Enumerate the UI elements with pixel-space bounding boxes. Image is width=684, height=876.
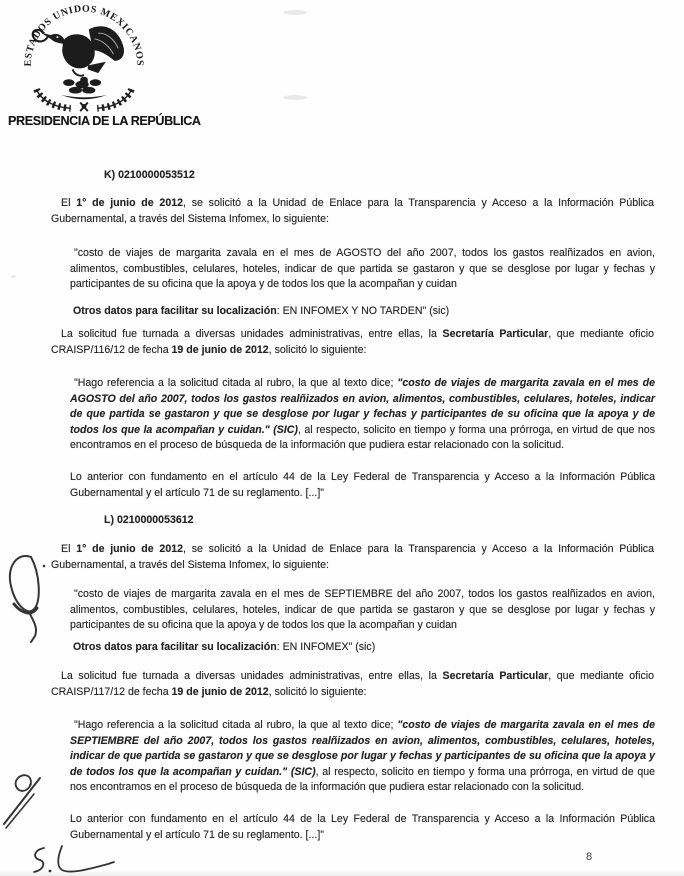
oficio-text: "Hago referencia a la solicitud citada al rubro, la que al texto dice;	[74, 377, 398, 389]
oficio-cited-request: "costo de viajes de margarita zavala en el mes de SEPTIEMBRE del año 2007, todos los gastos realñizados en avion, alimentos, combustibles, celulares, hoteles, indicar de que partida se gastaron y que se desglose por lugar y fechas y participantes de su oficina que la apoya y de todos los que la acompañan y cuidan." (SIC)	[70, 719, 655, 778]
unit-name: Secretaría Particular	[442, 328, 549, 340]
laurel-wreath-icon	[37, 89, 132, 111]
turnada-paragraph	[51, 327, 654, 358]
section-heading-k: K) 0210000053512	[104, 169, 195, 181]
scan-artifact	[283, 10, 307, 15]
turnada-text: La solicitud fue turnada a diversas unidades administrativas, entre ellas, la	[61, 328, 443, 340]
page-number: 8	[586, 851, 593, 863]
oficio-text: "Hago referencia a la solicitud citada al rubro, la que al texto dice;	[74, 719, 398, 731]
request-quote: "costo de viajes de margarita zavala en el mes de AGOSTO del año 2007, todos los gastos realñizados en avion, alimentos, combustibles, celulares, hoteles, indicar de que partida se gastaron y que se desglose por lugar y fechas y participantes de su oficina que la apoya y de todos los que la acompañan y cuidan	[70, 247, 655, 291]
otros-datos-value: : EN INFOMEX" (sic)	[276, 641, 376, 653]
otros-datos-label: Otros datos para facilitar su localización	[73, 305, 277, 317]
intro-text: El	[61, 543, 77, 555]
oficio-text: , al respecto, solicito en tiempo y forma una prórroga, en virtud de que nos encontramos en el proceso de búsqueda de la información que pudiera estar relacionado con la solicitud.	[70, 423, 655, 452]
fundamento-quote: Lo anterior con fundamento en el artículo 44 de la Ley Federal de Transparencia y Acceso a la Información Pública Gubernamental y el artículo 71 de su reglamento. [...]"	[70, 813, 655, 841]
intro-text: , se solicitó a la Unidad de Enlace para la Transparencia y Acceso a la Información Pública Gubernamental, a través del Sistema Infomex, lo siguiente:	[51, 197, 654, 225]
turnada-text: , solicitó lo siguiente:	[268, 685, 367, 698]
scan-artifact	[283, 95, 307, 100]
oficio-text: , al respecto, solicito en tiempo y forma una prórroga, en virtud de que nos encontramos en el proceso de búsqueda de la información que pudiera estar relacionado con la solicitud.	[70, 765, 655, 794]
intro-text: El	[61, 197, 77, 209]
request-date: 1° de junio de 2012	[76, 197, 184, 209]
section-heading-l: L) 0210000053612	[104, 514, 194, 526]
scan-artifact	[11, 275, 16, 278]
seal-caption-text: ESTADOS UNIDOS MEXICANOS	[22, 3, 146, 67]
request-quote: "costo de viajes de margarita zavala en el mes de SEPTIEMBRE del año 2007, todos los gastos realñizados en avion, alimentos, combustibles, celulares, hoteles, indicar de que partida se gastaron y que se desglose por lugar y fechas y participantes de su oficina que la apoya y de todos los que la acompañan y cuidan	[70, 588, 655, 632]
handwritten-check-mark	[0, 772, 48, 834]
otros-datos-label: Otros datos para facilitar su localización	[73, 641, 277, 653]
mexico-coat-of-arms	[8, 1, 160, 113]
turnada-text: , solicitó lo siguiente:	[268, 343, 367, 356]
oficio-cited-request: "costo de viajes de margarita zavala en el mes de AGOSTO del año 2007, todos los gastos realñizados en avion, alimentos, combustibles, celulares, hoteles, indicar de que partida se gastaron y que se desglose por lugar y fechas y participantes de su oficina que la apoya y de todos los que la acompañan y cuidan." (SIC)	[70, 377, 655, 436]
request-date: 1° de junio de 2012	[76, 543, 184, 555]
turnada-text: , que mediante oficio CRAISP/116/12 de fecha	[51, 328, 654, 356]
oficio-quote	[70, 376, 655, 454]
oficio-quote	[70, 718, 655, 796]
letterhead: PRESIDENCIA DE LA REPÚBLICA	[8, 114, 201, 128]
otros-datos-line	[73, 304, 655, 320]
request-intro-paragraph	[51, 542, 654, 573]
request-intro-paragraph	[51, 196, 654, 227]
turnada-text: , que mediante oficio CRAISP/117/12 de fecha	[51, 670, 654, 698]
unit-name: Secretaría Particular	[442, 670, 549, 682]
turnada-paragraph	[51, 669, 654, 700]
otros-datos-value: : EN INFOMEX Y NO TARDEN" (sic)	[276, 305, 450, 317]
eagle-and-snake-icon	[33, 26, 124, 99]
page-edge-shadow	[0, 870, 684, 876]
otros-datos-line	[73, 640, 655, 656]
oficio-date: 19 de junio de 2012	[171, 685, 269, 698]
intro-text: , se solicitó a la Unidad de Enlace para la Transparencia y Acceso a la Información Pública Gubernamental, a través del Sistema Infomex, lo siguiente:	[51, 543, 654, 571]
oficio-date: 19 de junio de 2012	[171, 343, 269, 356]
fundamento-quote: Lo anterior con fundamento en el artículo 44 de la Ley Federal de Transparencia y Acceso a la Información Pública Gubernamental y el artículo 71 de su reglamento. [...]"	[70, 471, 655, 499]
turnada-text: La solicitud fue turnada a diversas unidades administrativas, entre ellas, la	[61, 670, 443, 682]
handwritten-loop-mark	[4, 552, 50, 648]
